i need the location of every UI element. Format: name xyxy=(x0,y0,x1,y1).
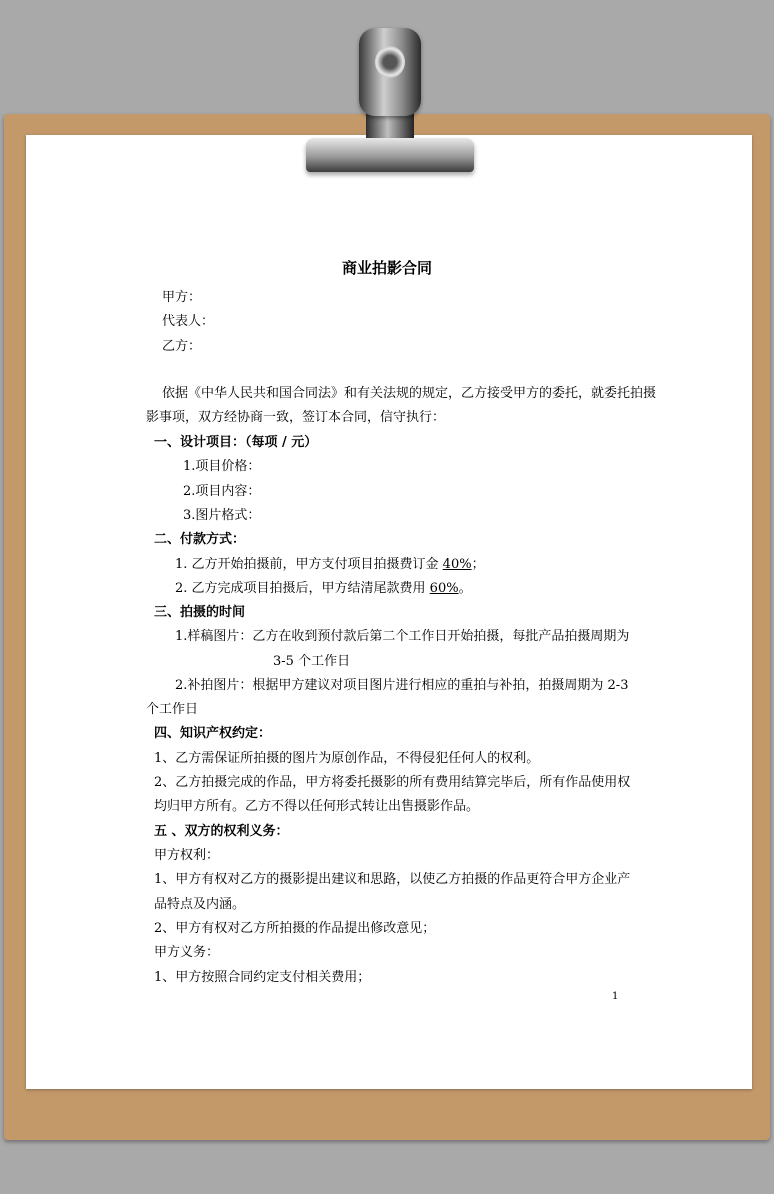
party-a-duty-1: 1、甲方按照合同约定支付相关费用； xyxy=(154,970,371,985)
intro-line-1: 依据《中华人民共和国合同法》和有关法规的规定，乙方接受甲方的委托，就委托拍摄 xyxy=(162,386,657,401)
intro-line-2: 影事项，双方经协商一致，签订本合同，信守执行： xyxy=(146,410,446,425)
contract-title: 商业拍影合同 xyxy=(341,259,432,277)
section-4-item-1: 1、乙方需保证所拍摄的图片为原创作品，不得侵犯任何人的权利。 xyxy=(154,751,540,766)
clip-plate xyxy=(306,138,474,172)
section-1-item-1: 1.项目价格： xyxy=(183,459,261,474)
section-3-item-1-line-1: 1.样稿图片：乙方在收到预付款后第二个工作日开始拍摄，每批产品拍摄周期为 xyxy=(175,629,630,644)
deposit-percent: 40% xyxy=(442,557,472,572)
party-a-right-1-line-2: 品特点及内涵。 xyxy=(154,897,246,912)
section-4-item-2-line-1: 2、乙方拍摄完成的作品，甲方将委托摄影的所有费用结算完毕后，所有作品使用权 xyxy=(154,775,631,790)
section-1-item-2: 2.项目内容： xyxy=(183,484,261,499)
party-a-right-1-line-1: 1、甲方有权对乙方的摄影提出建议和思路，以使乙方拍摄的作品更符合甲方企业产 xyxy=(154,872,631,887)
page-number: 1 xyxy=(612,991,619,1002)
section-3-heading: 三、拍摄的时间 xyxy=(154,605,246,620)
section-2-item-1: 1. 乙方开始拍摄前，甲方支付项目拍摄费订金 40%； xyxy=(175,557,485,572)
section-1-heading: 一、设计项目：（每项 / 元） xyxy=(154,435,318,450)
binder-clip-icon xyxy=(359,28,421,116)
party-b-label: 乙方： xyxy=(162,339,202,354)
contract-paper xyxy=(26,135,752,1089)
final-payment-percent: 60% xyxy=(429,581,459,596)
party-a-duties-label: 甲方义务： xyxy=(154,945,220,960)
section-2-item-2: 2. 乙方完成项目拍摄后，甲方结清尾款费用 60%。 xyxy=(175,581,472,596)
section-3-item-2-line-1: 2.补拍图片：根据甲方建议对项目图片进行相应的重拍与补拍，拍摄周期为 2-3 xyxy=(175,678,629,693)
section-3-item-1-line-2: 3-5 个工作日 xyxy=(273,654,351,669)
party-a-rights-label: 甲方权利： xyxy=(154,848,220,863)
section-4-item-2-line-2: 均归甲方所有。乙方不得以任何形式转让出售摄影作品。 xyxy=(154,799,480,814)
section-5-heading: 五 、双方的权利义务： xyxy=(154,824,289,839)
section-3-item-2-line-2: 个工作日 xyxy=(146,702,199,717)
representative-label: 代表人： xyxy=(162,314,215,329)
party-a-right-2: 2、甲方有权对乙方所拍摄的作品提出修改意见； xyxy=(154,921,436,936)
section-2-heading: 二、付款方式： xyxy=(154,532,246,547)
section-1-item-3: 3.图片格式： xyxy=(183,508,261,523)
party-a-label: 甲方： xyxy=(162,290,202,305)
section-4-heading: 四、知识产权约定： xyxy=(154,726,272,741)
